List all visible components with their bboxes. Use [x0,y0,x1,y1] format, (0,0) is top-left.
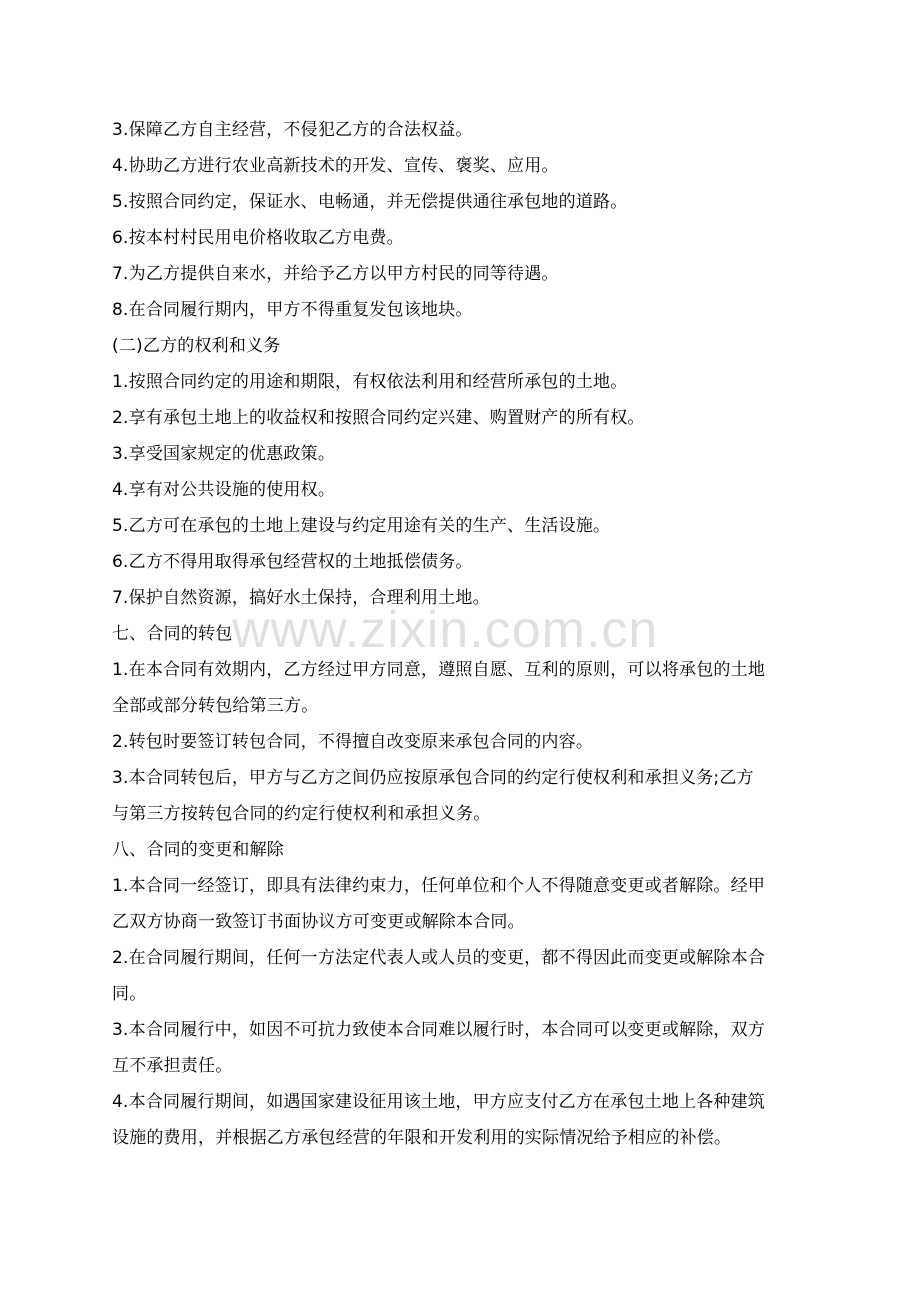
text-line: 5.乙方可在承包的土地上建设与约定用途有关的生产、生活设施。 [112,516,611,536]
text-line: 5.按照合同约定，保证水、电畅通，并无偿提供通往承包地的道路。 [112,192,628,212]
section-heading: 八、合同的变更和解除 [112,840,284,860]
text-line: 3.本合同转包后，甲方与乙方之间仍应按原承包合同的约定行使权利和承担义务;乙方 [112,768,754,788]
text-line: 互不承担责任。 [112,1056,233,1076]
text-line: 2.享有承包土地上的收益权和按照合同约定兴建、购置财产的所有权。 [112,408,645,428]
text-line: 同。 [112,984,147,1004]
text-line: 8.在合同履行期内，甲方不得重复发包该地块。 [112,300,473,320]
text-line: 6.乙方不得用取得承包经营权的土地抵偿债务。 [112,552,473,572]
text-line: 设施的费用，并根据乙方承包经营的年限和开发利用的实际情况给予相应的补偿。 [112,1128,732,1148]
document-body [112,112,812,1156]
text-line: 1.在本合同有效期内，乙方经过甲方同意，遵照自愿、互利的原则，可以将承包的土地 [112,660,766,680]
text-line: 3.本合同履行中，如因不可抗力致使本合同难以履行时，本合同可以变更或解除，双方 [112,1020,766,1040]
text-line: 7.保护自然资源，搞好水土保持，合理利用土地。 [112,588,490,608]
text-line: 2.转包时要签订转包合同，不得擅自改变原来承包合同的内容。 [112,732,594,752]
text-line: 乙双方协商一致签订书面协议方可变更或解除本合同。 [112,912,525,932]
section-heading: 七、合同的转包 [112,624,233,644]
text-line: 全部或部分转包给第三方。 [112,696,319,716]
text-line: 1.按照合同约定的用途和期限，有权依法利用和经营所承包的土地。 [112,372,628,392]
text-line: 3.保障乙方自主经营，不侵犯乙方的合法权益。 [112,120,473,140]
section-heading: (二)乙方的权利和义务 [112,336,281,356]
text-line: 1.本合同一经签订，即具有法律约束力，任何单位和个人不得随意变更或者解除。经甲 [112,876,766,896]
text-line: 与第三方按转包合同的约定行使权利和承担义务。 [112,804,491,824]
text-line: 3.享受国家规定的优惠政策。 [112,444,336,464]
text-line: 4.协助乙方进行农业高新技术的开发、宣传、褒奖、应用。 [112,156,559,176]
text-line: 2.在合同履行期间，任何一方法定代表人或人员的变更，都不得因此而变更或解除本合 [112,948,766,968]
text-line: 4.本合同履行期间，如遇国家建设征用该土地，甲方应支付乙方在承包土地上各种建筑 [112,1092,766,1112]
text-line: 4.享有对公共设施的使用权。 [112,480,336,500]
text-line: 6.按本村村民用电价格收取乙方电费。 [112,228,404,248]
watermark-text: www.zixin.com.cn [232,601,659,659]
text-line: 7.为乙方提供自来水，并给予乙方以甲方村民的同等待遇。 [112,264,559,284]
